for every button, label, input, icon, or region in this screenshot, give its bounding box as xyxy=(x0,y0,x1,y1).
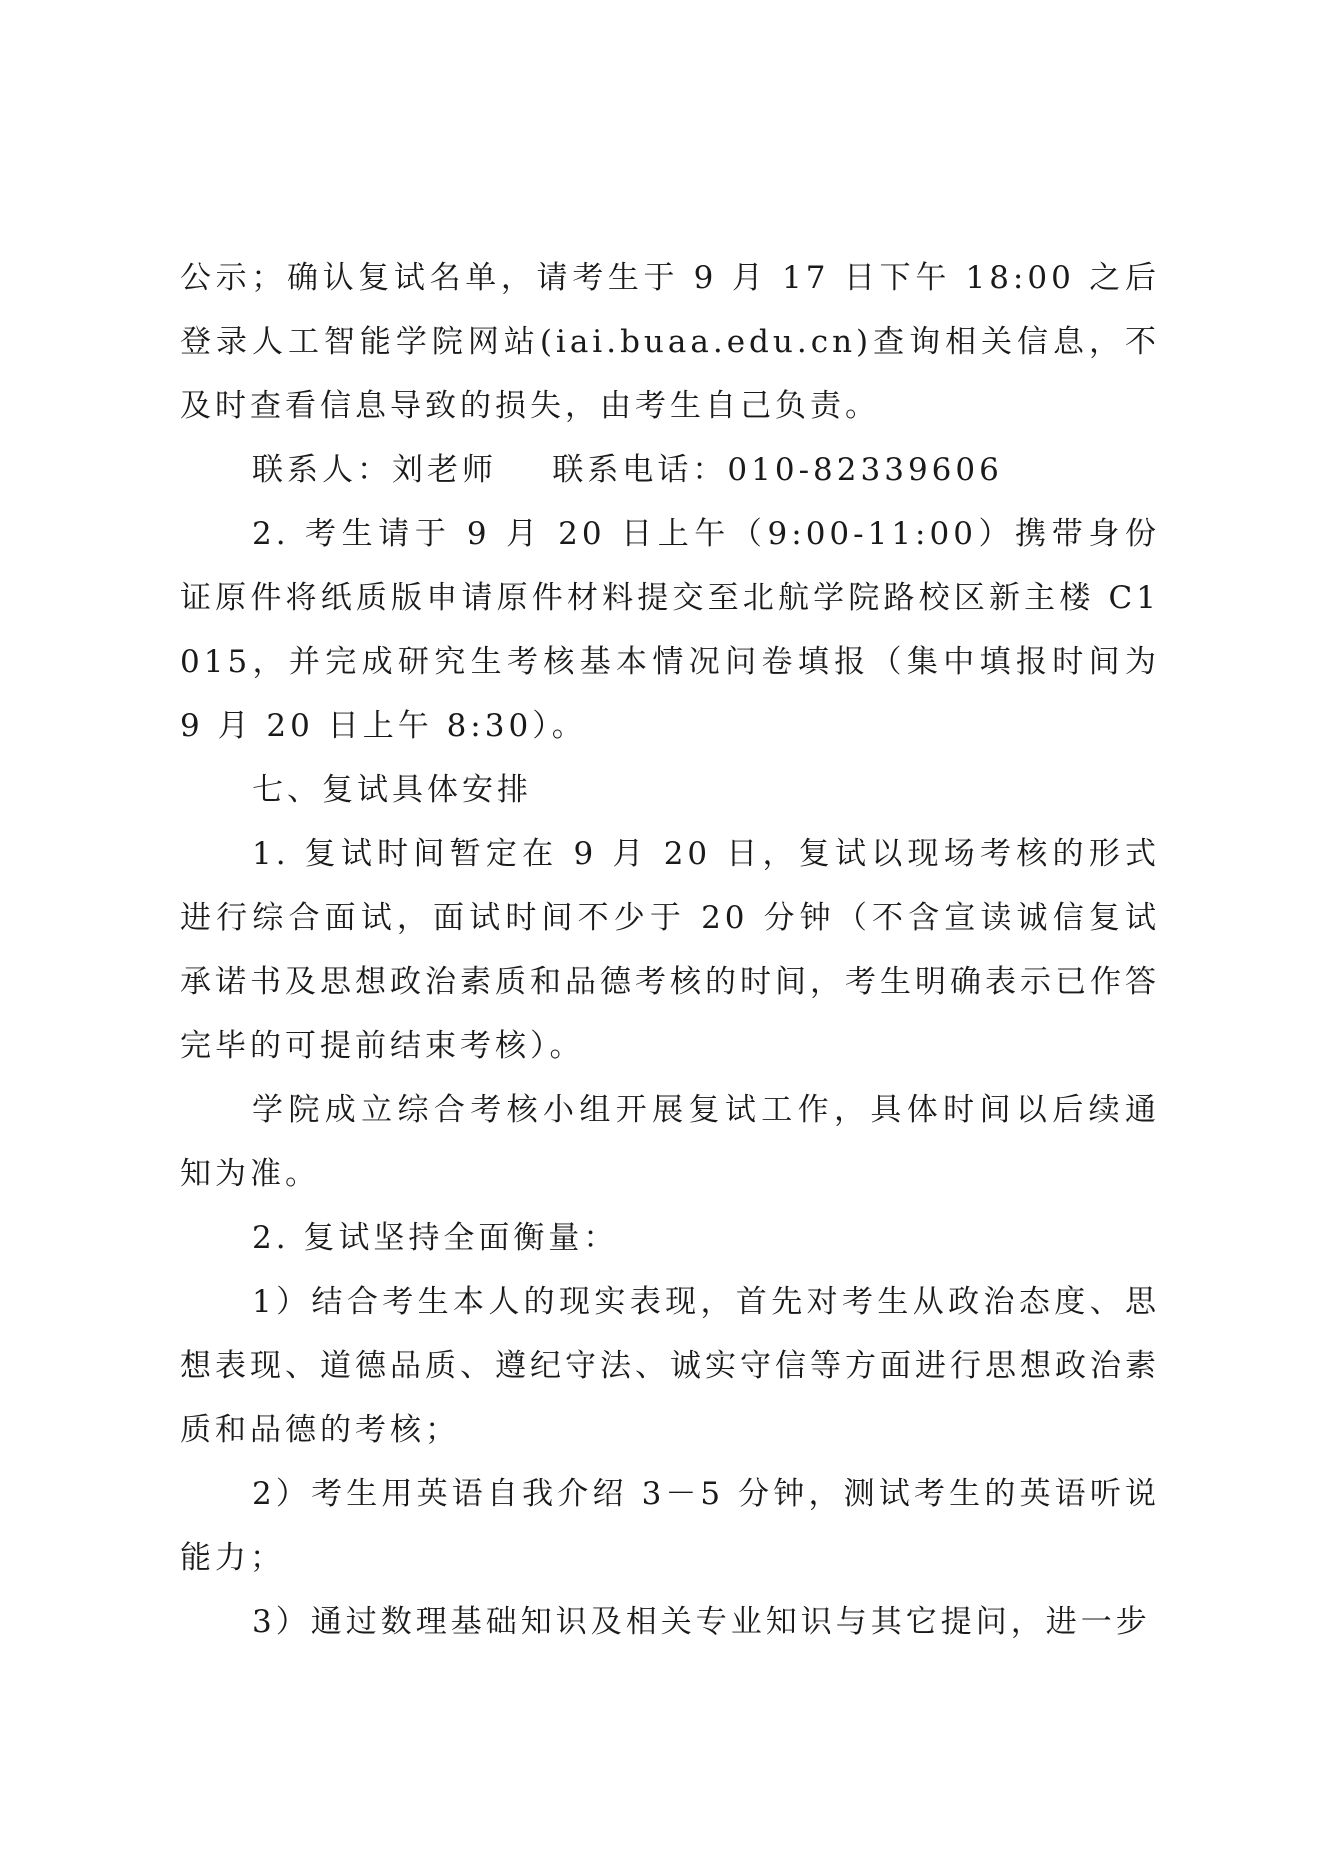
paragraph-retest-time: 1. 复试时间暂定在 9 月 20 日，复试以现场考核的形式进行综合面试，面试时间不少于 20 分钟（不含宣读诚信复试承诺书及思想政治素质和品德考核的时间，考生明确表示已作答完毕的可提前结束考核）。 xyxy=(180,836,1160,1064)
list-item-political-assessment: 1）结合考生本人的现实表现，首先对考生从政治态度、思想表现、道德品质、遵纪守法、诚实守信等方面进行思想政治素质和品德的考核； xyxy=(180,1284,1160,1448)
list-item-knowledge-questions: 3）通过数理基础知识及相关专业知识与其它提问，进一步 xyxy=(252,1604,1151,1640)
paragraph-contact-info: 联系人：刘老师 联系电话：010-82339606 xyxy=(252,452,1003,488)
list-item-english-introduction: 2）考生用英语自我介绍 3－5 分钟，测试考生的英语听说能力； xyxy=(180,1476,1160,1576)
section-heading-retest-arrangement: 七、复试具体安排 xyxy=(252,772,532,808)
paragraph-comprehensive-evaluation: 2. 复试坚持全面衡量： xyxy=(252,1220,619,1256)
paragraph-submit-materials: 2. 考生请于 9 月 20 日上午（9:00-11:00）携带身份证原件将纸质版申请原件材料提交至北航学院路校区新主楼 C1015，并完成研究生考核基本情况问卷填报（集中填报时间为 9 月 20 日上午 8:30）。 xyxy=(180,516,1174,744)
document-body xyxy=(180,246,1174,1654)
paragraph-assessment-team: 学院成立综合考核小组开展复试工作，具体时间以后续通知为准。 xyxy=(180,1092,1160,1192)
paragraph-announcement-continued: 公示；确认复试名单，请考生于 9 月 17 日下午 18:00 之后登录人工智能学院网站(iai.buaa.edu.cn)查询相关信息，不及时查看信息导致的损失，由考生自己负责。 xyxy=(180,260,1160,424)
